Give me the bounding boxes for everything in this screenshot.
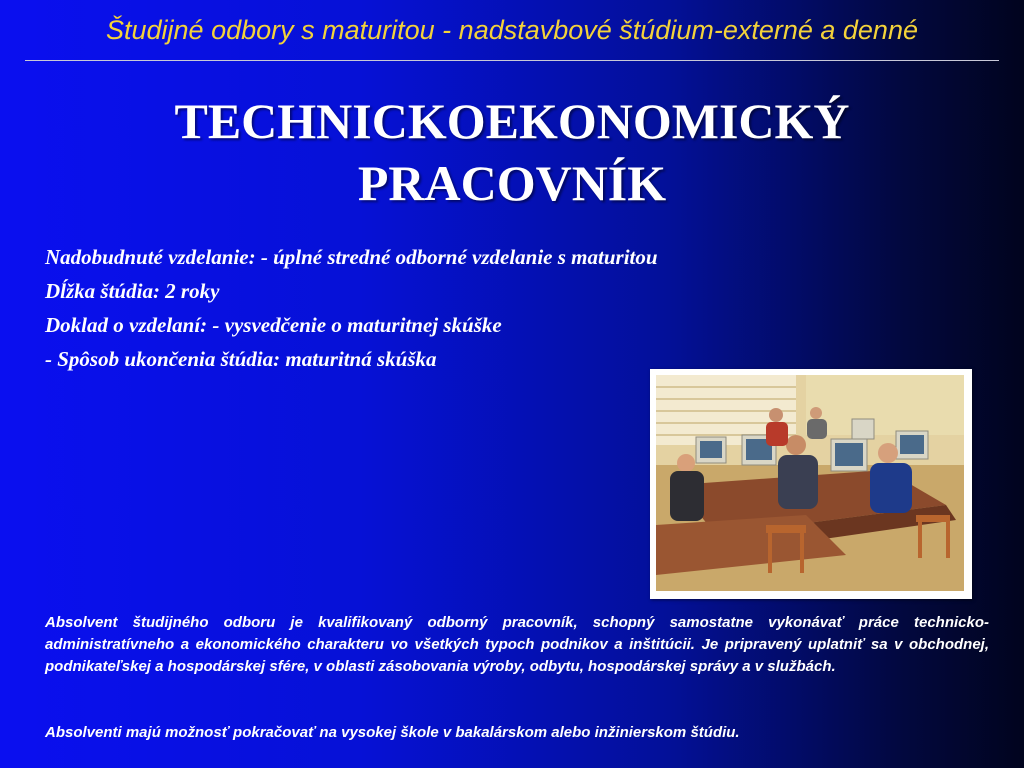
main-title-line-2: PRACOVNÍK <box>357 155 667 211</box>
info-line-duration: Dĺžka štúdia: 2 roky <box>45 279 220 303</box>
study-info-list <box>45 240 925 376</box>
graduate-description: Absolvent študijného odboru je kvalifikovaný odborný pracovník, schopný samostatne vykonávať práce technicko-administratívneho a ekonomického charakteru vo všetkých typoch podnikov a inštitúcii. Je pripravený uplatniť sa v obchodnej, podnikateľskej a hospodárskej sfére, v oblasti zásobovania výroby, odbytu, hospodárskej správy a v službách. <box>45 614 989 675</box>
header-divider <box>25 60 999 61</box>
slide-main-title <box>0 90 1024 214</box>
slide-header-title: Študijné odbory s maturitou - nadstavbové štúdium-externé a denné <box>106 15 918 45</box>
info-line-completion: - Spôsob ukončenia štúdia: maturitná skúška <box>45 347 437 371</box>
classroom-photo <box>650 369 972 599</box>
further-study-note: Absolventi majú možnosť pokračovať na vysokej škole v bakalárskom alebo inžinierskom štúdiu. <box>45 724 740 741</box>
main-title-line-1: TECHNICKOEKONOMICKÝ <box>174 93 850 149</box>
classroom-photo-icon <box>656 375 964 591</box>
info-line-certificate: Doklad o vzdelaní: - vysvedčenie o maturitnej skúške <box>45 313 502 337</box>
info-line-education: Nadobudnuté vzdelanie: - úplné stredné odborné vzdelanie s maturitou <box>45 245 658 269</box>
